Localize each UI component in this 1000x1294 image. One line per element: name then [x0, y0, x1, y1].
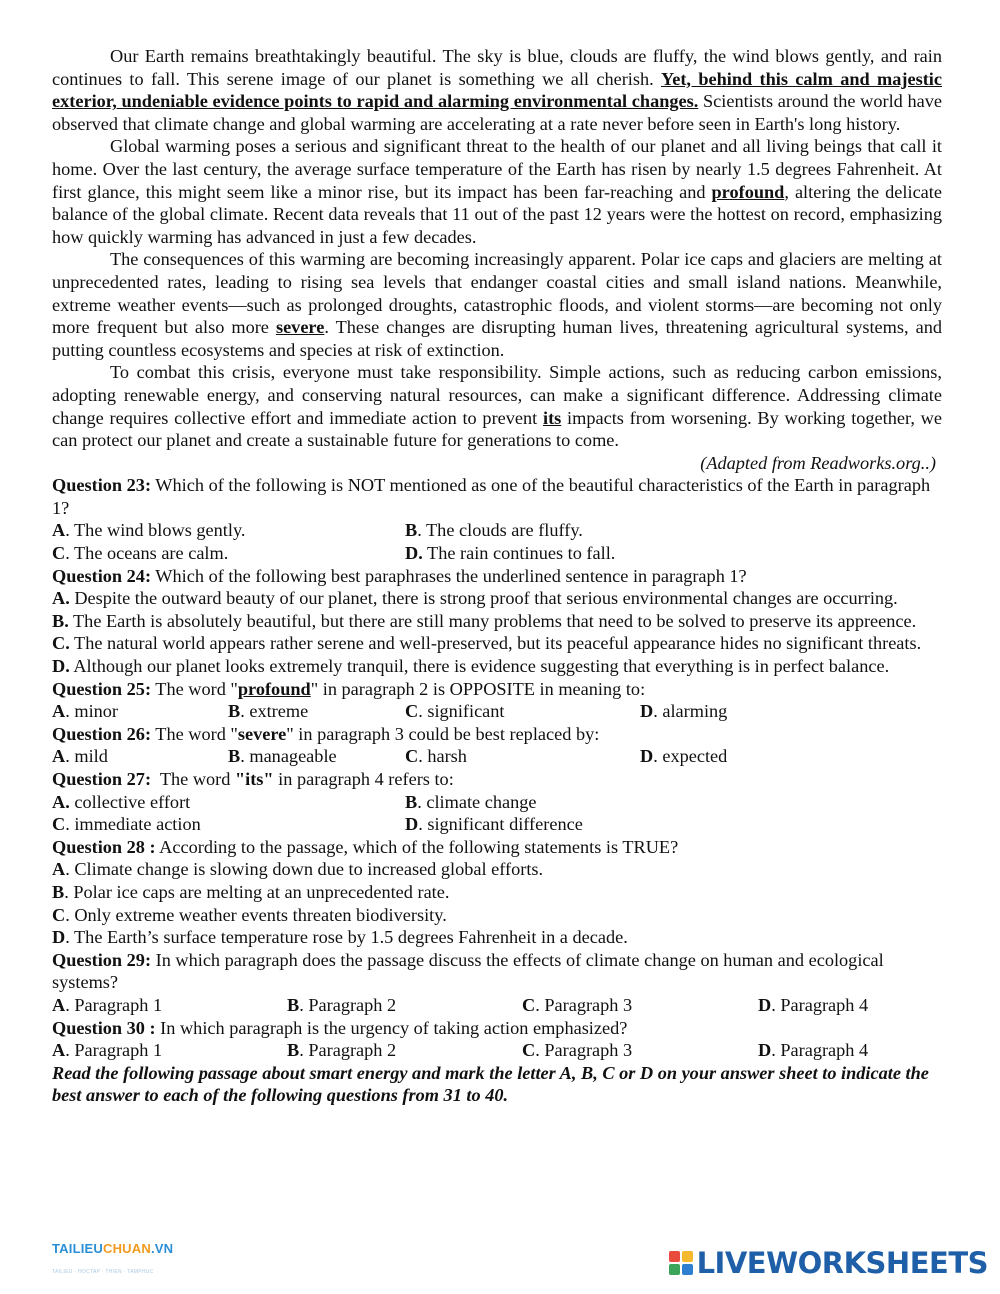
liveworksheets-logo [668, 1245, 988, 1280]
question-29 [52, 949, 942, 1017]
question-23 [52, 474, 942, 564]
question-stem: Question 27: The word "its" in paragraph 4 refers to: [52, 769, 454, 789]
question-24 [52, 565, 942, 678]
question-stem: Question 26: The word "severe" in paragraph 3 could be best replaced by: [52, 723, 600, 744]
question-stem: Question 28 : According to the passage, which of the following statements is TRUE? [52, 836, 679, 857]
section-instruction: Read the following passage about smart energy and mark the letter A, B, C or D on your answer sheet to indicate the best answer to each of the following questions from 31 to 40. [52, 1062, 929, 1106]
question-stem: Question 29: In which paragraph does the passage discuss the effects of climate change on human and ecological systems? [52, 949, 884, 993]
question-28 [52, 836, 942, 949]
option-b[interactable]: B. climate change [405, 791, 537, 812]
option-b[interactable]: B. The clouds are fluffy. [405, 520, 583, 541]
passage-source: (Adapted from Readworks.org..) [700, 452, 936, 473]
option-a[interactable]: A. Despite the outward beauty of our planet, there is strong proof that serious environmental changes are occurring. [52, 588, 898, 609]
option-a[interactable]: A. minor [52, 701, 119, 722]
option-d[interactable]: D. significant difference [405, 814, 583, 835]
option-c[interactable]: C. significant [405, 701, 505, 722]
option-c[interactable]: C. Paragraph 3 [522, 994, 633, 1015]
passage-paragraph-3: The consequences of this warming are becoming increasingly apparent. Polar ice caps and glaciers are melting at unprecedented rates, leading to rising sea levels that endanger coastal cities and small island nations. Meanwhile, extreme weather events—such as prolonged droughts, catastrophic floods, and violent storms—are becoming not only more frequent but also more severe. These changes are disrupting human lives, threatening agricultural systems, and putting countless ecosystems and species at risk of extinction. [52, 249, 942, 360]
option-c[interactable]: C. The oceans are calm. [52, 543, 229, 564]
option-b[interactable]: B. The Earth is absolutely beautiful, but there are still many problems that need to be solved to preserve its appreence. [52, 610, 917, 631]
question-27 [52, 768, 942, 836]
option-d[interactable]: D. Paragraph 4 [758, 1040, 869, 1061]
liveworksheets-wordmark: LIVEWORKSHEETS [696, 1245, 988, 1280]
passage-paragraph-1: Our Earth remains breathtakingly beautiful. The sky is blue, clouds are fluffy, the wind blows gently, and rain continues to fall. This serene image of our planet is something we all cherish. Yet, behind this calm and majestic exterior, undeniable evidence points to rapid and alarming environmental changes. Scientists around the world have observed that climate change and global warming are accelerating at a rate never before seen in Earth's long history. [52, 46, 942, 134]
option-a[interactable]: A. Climate change is slowing down due to increased global efforts. [52, 859, 544, 880]
question-30 [52, 1017, 942, 1062]
option-a[interactable]: A. The wind blows gently. [52, 520, 246, 541]
option-d[interactable]: D. The rain continues to fall. [405, 543, 616, 564]
question-26 [52, 723, 942, 768]
tailieuchuan-watermark: TAILIEUCHUAN.VN TAILIEU · HOCTAP · THIEN · TAMPHUC [52, 1241, 174, 1275]
option-c[interactable]: C. The natural world appears rather serene and well-preserved, but its peaceful appearance hides no significant threats. [52, 633, 922, 654]
option-d[interactable]: D. alarming [640, 701, 728, 722]
option-a[interactable]: A. Paragraph 1 [52, 994, 163, 1015]
option-a[interactable]: A. collective effort [52, 791, 191, 812]
underlined-sentence: Yet, behind this calm and majestic exterior, undeniable evidence points to rapid and alarming environmental changes. [52, 68, 942, 112]
question-25 [52, 678, 942, 723]
liveworksheets-logo-icon [668, 1250, 694, 1276]
option-a[interactable]: A. Paragraph 1 [52, 1040, 163, 1061]
highlight-word-profound: profound [711, 181, 785, 202]
option-b[interactable]: B. extreme [228, 701, 309, 722]
option-a[interactable]: A. mild [52, 746, 108, 767]
option-c[interactable]: C. harsh [405, 746, 467, 767]
option-b[interactable]: B. Paragraph 2 [287, 1040, 397, 1061]
option-b[interactable]: B. manageable [228, 746, 337, 767]
option-c[interactable]: C. Only extreme weather events threaten biodiversity. [52, 904, 447, 925]
option-d[interactable]: D. expected [640, 746, 728, 767]
highlight-word-its: its [543, 407, 562, 428]
option-c[interactable]: C. Paragraph 3 [522, 1040, 633, 1061]
worksheet-page [52, 45, 942, 1107]
option-c[interactable]: C. immediate action [52, 814, 201, 835]
question-stem: Question 30 : In which paragraph is the urgency of taking action emphasized? [52, 1017, 628, 1038]
question-stem: Question 24: Which of the following best paraphrases the underlined sentence in paragraph 1? [52, 565, 747, 586]
option-b[interactable]: B. Paragraph 2 [287, 994, 397, 1015]
question-stem: Question 23: Which of the following is NOT mentioned as one of the beautiful characteristics of the Earth in paragraph 1? [52, 475, 931, 518]
option-d[interactable]: D. Although our planet looks extremely tranquil, there is evidence suggesting that everything is in perfect balance. [52, 656, 890, 677]
passage-paragraph-2: Global warming poses a serious and significant threat to the health of our planet and all living beings that call it home. Over the last century, the average surface temperature of the Earth has risen by nearly 1.5 degrees Fahrenheit. At first glance, this might seem like a minor rise, but its impact has been far-reaching and profound, altering the delicate balance of the global climate. Recent data reveals that 11 out of the past 12 years were the hottest on record, emphasizing how quickly warming has advanced in just a few decades. [52, 136, 942, 247]
question-stem: Question 25: The word "profound" in paragraph 2 is OPPOSITE in meaning to: [52, 678, 646, 699]
option-b[interactable]: B. Polar ice caps are melting at an unprecedented rate. [52, 881, 450, 902]
option-d[interactable]: D. Paragraph 4 [758, 994, 869, 1015]
passage-paragraph-4: To combat this crisis, everyone must take responsibility. Simple actions, such as reducing carbon emissions, adopting renewable energy, and conserving natural resources, can make a significant difference. Addressing climate change requires collective effort and immediate action to prevent its impacts from worsening. By working together, we can protect our planet and create a sustainable future for generations to come. [52, 362, 942, 451]
option-d[interactable]: D. The Earth’s surface temperature rose by 1.5 degrees Fahrenheit in a decade. [52, 927, 628, 948]
highlight-word-severe: severe [275, 317, 325, 338]
